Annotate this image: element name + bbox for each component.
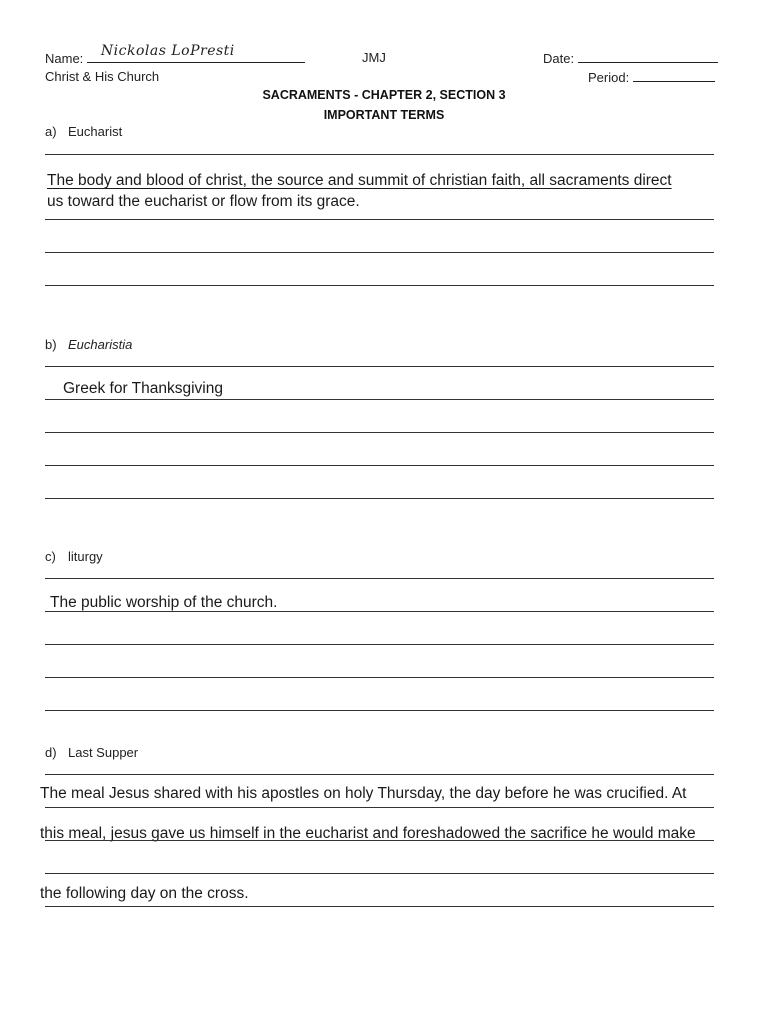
answer-line	[45, 774, 714, 775]
period-label: Period:	[588, 70, 630, 85]
answer-line	[45, 498, 714, 499]
answer-line	[45, 677, 714, 678]
course-name: Christ & His Church	[45, 69, 160, 84]
answer-text: Greek for Thanksgiving	[63, 380, 223, 397]
worksheet-subtitle: IMPORTANT TERMS	[323, 108, 445, 122]
answer-line	[45, 432, 714, 433]
answer-text: The meal Jesus shared with his apostles on holy Thursday, the day before he was crucified. At	[40, 785, 687, 802]
jmj-mark: JMJ	[362, 50, 386, 65]
answer-line	[45, 906, 714, 907]
answer-line	[45, 710, 714, 711]
term-a	[45, 124, 122, 139]
period-field[interactable]	[588, 69, 715, 85]
term-b	[45, 337, 132, 352]
answer-line	[45, 873, 714, 874]
answer-line	[45, 252, 714, 253]
answer-line	[45, 807, 714, 808]
answer-line	[45, 644, 714, 645]
name-field[interactable]	[45, 43, 305, 66]
answer-text: us toward the eucharist or flow from its grace.	[47, 193, 360, 210]
answer-line	[45, 219, 714, 220]
answer-text: the following day on the cross.	[40, 885, 249, 902]
answer-line	[45, 840, 714, 841]
answer-line	[45, 465, 714, 466]
date-field[interactable]	[543, 50, 718, 66]
term-letter: b)	[45, 337, 57, 352]
answer-line	[45, 399, 714, 400]
term-label: Eucharist	[68, 124, 123, 139]
answer-line	[45, 366, 714, 367]
answer-line	[45, 611, 714, 612]
answer-text: The public worship of the church.	[50, 594, 278, 611]
period-blank[interactable]	[633, 69, 715, 82]
worksheet-title: SACRAMENTS - CHAPTER 2, SECTION 3	[262, 88, 506, 102]
name-label: Name:	[45, 51, 84, 66]
term-letter: a)	[45, 124, 57, 139]
handwritten-name: Nickolas LoPresti	[100, 43, 235, 59]
answer-text: this meal, jesus gave us himself in the eucharist and foreshadowed the sacrifice he would make	[40, 825, 696, 842]
term-letter: d)	[45, 745, 57, 760]
term-d	[45, 745, 138, 760]
answer-text: The body and blood of christ, the source and summit of christian faith, all sacraments direct	[47, 172, 672, 189]
answer-line	[45, 578, 714, 579]
term-label: Eucharistia	[68, 337, 133, 352]
term-c	[45, 549, 103, 564]
date-label: Date:	[543, 51, 575, 66]
date-blank[interactable]	[578, 50, 718, 63]
answer-line	[45, 285, 714, 286]
term-label: Last Supper	[68, 745, 139, 760]
name-blank[interactable]	[87, 43, 305, 63]
term-label: liturgy	[68, 549, 103, 564]
term-letter: c)	[45, 549, 56, 564]
answer-line	[45, 154, 714, 155]
